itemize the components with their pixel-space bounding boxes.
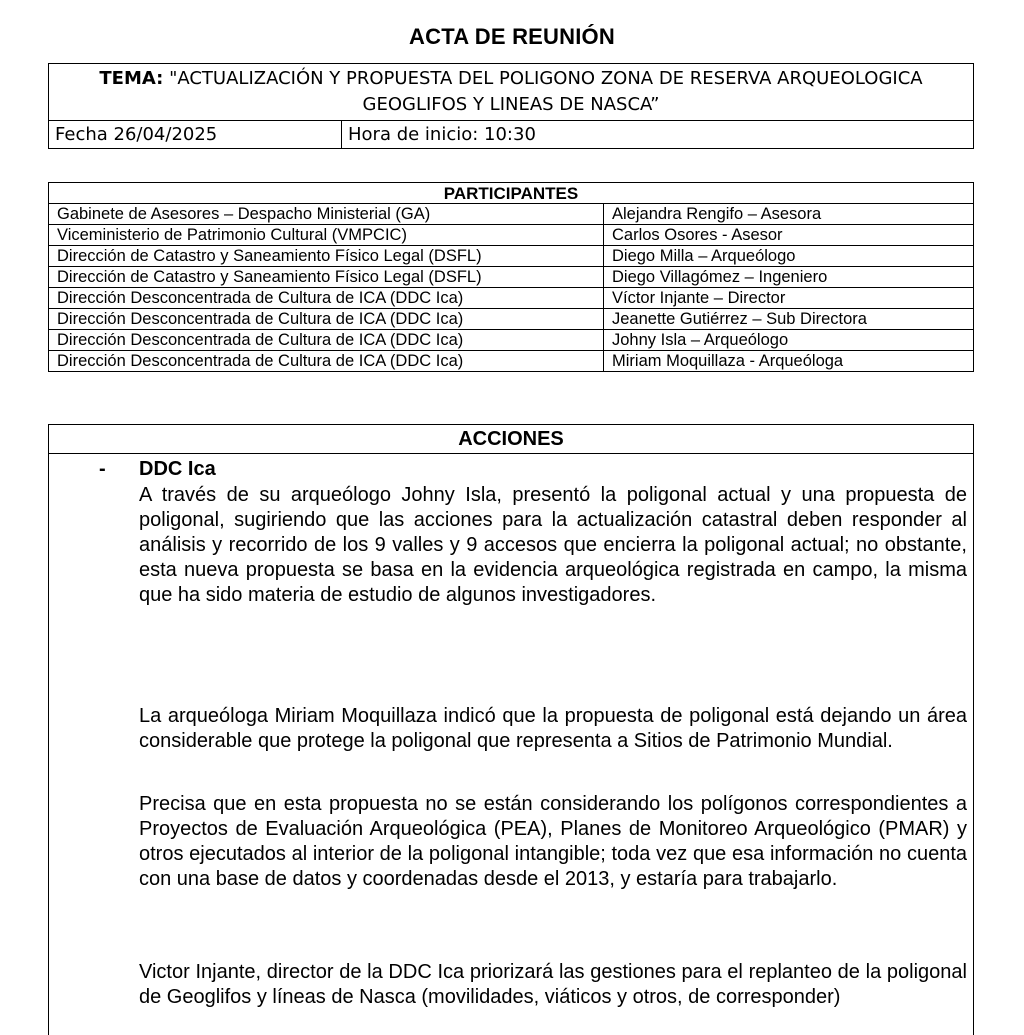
- entidad-cell: Dirección Desconcentrada de Cultura de ICA (DDC Ica): [49, 351, 604, 372]
- table-row: [49, 204, 974, 225]
- persona-cell: Johny Isla – Arqueólogo: [604, 330, 974, 351]
- acciones-section: [48, 424, 974, 1035]
- entidad-cell: Viceministerio de Patrimonio Cultural (VMPCIC): [49, 225, 604, 246]
- entity-title: DDC Ica: [139, 458, 216, 480]
- persona-cell: Carlos Osores - Asesor: [604, 225, 974, 246]
- table-row: [49, 351, 974, 372]
- accion-paragraph: La arqueóloga Miriam Moquillaza indicó que la propuesta de poligonal está dejando un área considerable que protege la poligonal que representa a Sitios de Patrimonio Mundial.: [139, 705, 967, 752]
- tema-text: "ACTUALIZACIÓN Y PROPUESTA DEL POLIGONO ZONA DE RESERVA ARQUEOLOGICA GEOGLIFOS Y LINEAS DE NASCA”: [163, 68, 923, 115]
- accion-paragraph: Victor Injante, director de la DDC Ica priorizará las gestiones para el replanteo de la poligonal de Geoglifos y líneas de Nasca (movilidades, viáticos y otros, de corresponder): [139, 961, 967, 1008]
- entidad-cell: Dirección de Catastro y Saneamiento Físico Legal (DSFL): [49, 246, 604, 267]
- persona-cell: Alejandra Rengifo – Asesora: [604, 204, 974, 225]
- persona-cell: Diego Villagómez – Ingeniero: [604, 267, 974, 288]
- table-row: [49, 330, 974, 351]
- tema-label: TEMA:: [99, 68, 164, 89]
- entidad-cell: Dirección Desconcentrada de Cultura de ICA (DDC Ica): [49, 288, 604, 309]
- fecha-cell: Fecha 26/04/2025: [49, 121, 342, 149]
- persona-cell: Jeanette Gutiérrez – Sub Directora: [604, 309, 974, 330]
- table-row: [49, 288, 974, 309]
- persona-cell: Miriam Moquillaza - Arqueóloga: [604, 351, 974, 372]
- tema-table: [48, 63, 974, 149]
- entidad-cell: Gabinete de Asesores – Despacho Ministerial (GA): [49, 204, 604, 225]
- entidad-cell: Dirección Desconcentrada de Cultura de ICA (DDC Ica): [49, 309, 604, 330]
- accion-paragraph: Precisa que en esta propuesta no se están considerando los polígonos correspondientes a Proyectos de Evaluación Arqueológica (PEA), Planes de Monitoreo Arqueológico (PMAR) y otros ejecutados al interior de la poligonal intangible; toda vez que esa información no cuenta con una base de datos y coordenadas desde el 2013, y estaría para trabajarlo.: [139, 793, 967, 890]
- table-row: [49, 246, 974, 267]
- accion-paragraph: A través de su arqueólogo Johny Isla, presentó la poligonal actual y una propuesta de poligonal, sugiriendo que las acciones para la actualización catastral deben responder al análisis y recorrido de los 9 valles y 9 accesos que encierra la poligonal actual; no obstante, esta nueva propuesta se basa en la evidencia arqueológica registrada en campo, la misma que ha sido materia de estudio de algunos investigadores.: [139, 484, 967, 606]
- page-title: ACTA DE REUNIÓN: [409, 24, 615, 49]
- table-row: [49, 267, 974, 288]
- entidad-cell: Dirección de Catastro y Saneamiento Físico Legal (DSFL): [49, 267, 604, 288]
- hora-cell: Hora de inicio: 10:30: [342, 121, 974, 149]
- table-row: [49, 309, 974, 330]
- persona-cell: Diego Milla – Arqueólogo: [604, 246, 974, 267]
- tema-cell: [49, 64, 974, 121]
- entidad-cell: Dirección Desconcentrada de Cultura de ICA (DDC Ica): [49, 330, 604, 351]
- participantes-table: [48, 182, 974, 372]
- participantes-header: PARTICIPANTES: [49, 183, 974, 204]
- persona-cell: Víctor Injante – Director: [604, 288, 974, 309]
- bullet-marker: -: [99, 458, 106, 480]
- table-row: [49, 225, 974, 246]
- acciones-header: ACCIONES: [49, 425, 973, 454]
